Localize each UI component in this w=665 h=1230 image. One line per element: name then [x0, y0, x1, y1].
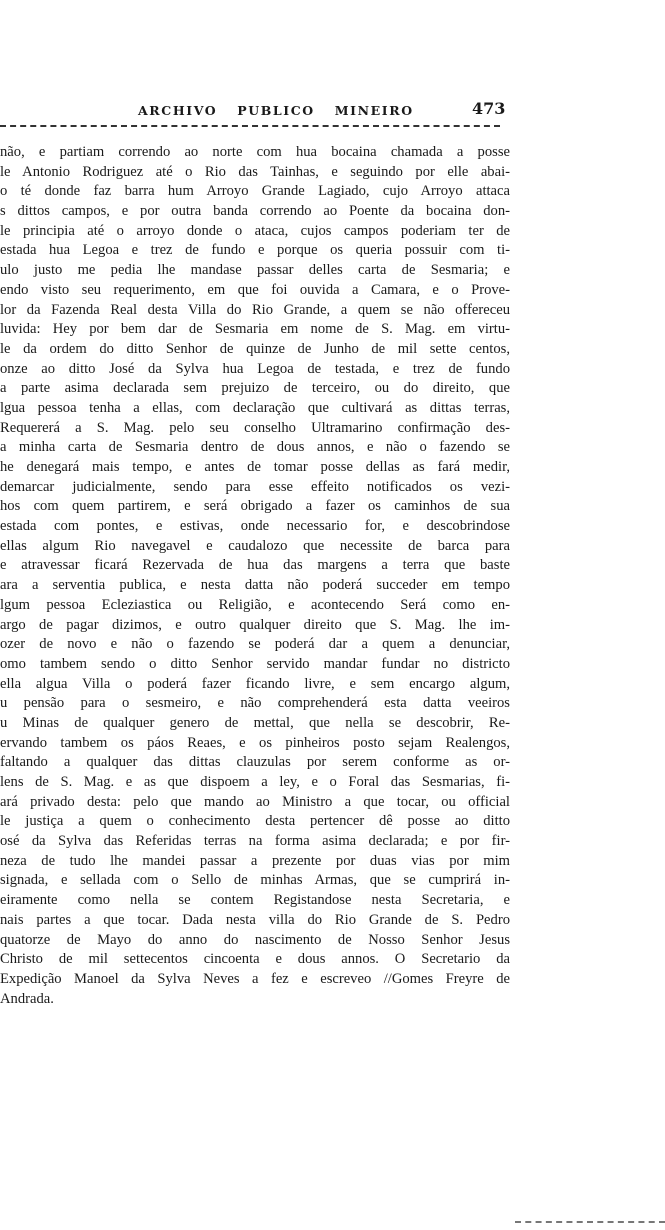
header-rule [0, 125, 500, 127]
text-line: s dittos campos, e por outra banda correndo ao Poente da bocaina don- [0, 203, 510, 220]
text-line: o té donde faz barra hum Arroyo Grande Lagiado, cujo Arroyo attaca [0, 183, 510, 200]
text-line: estada com pontes, e estivas, onde necessario for, e descobrindose [0, 518, 510, 535]
text-line: faltando a qualquer das dittas clauzulas por serem conforme as or- [0, 754, 510, 771]
running-title-word: MINEIRO [334, 103, 414, 118]
text-line: lgum pessoa Ecleziastica ou Religião, e acontecendo Será como en- [0, 596, 510, 613]
text-line: Requererá a S. Mag. pelo seu conselho Ultramarino confirmação des- [0, 419, 510, 436]
text-line: lens de S. Mag. e as que dispoem a ley, e o Foral das Sesmarias, fi- [0, 774, 510, 790]
text-line: endo visto seu requerimento, em que foi ouvida a Camara, e o Prove- [0, 281, 510, 298]
text-line: e atravessar ficará Rezervada de hua das margens a terra que baste [0, 557, 510, 574]
text-line: ozer de novo e não o fazendo se poderá dar a quem a denunciar, [0, 636, 510, 653]
text-line: ará privado desta: pelo que mando ao Ministro a que tocar, ou official [0, 793, 510, 810]
text-line: Christo de mil settecentos cincoenta e dous annos. O Secretario da [0, 951, 510, 968]
text-line: ella algua Villa o poderá fazer ficando livre, e sem encargo algum, [0, 675, 510, 692]
text-line: u Minas de qualquer genero de mettal, que nella se descobrir, Re- [0, 714, 510, 731]
text-line: luvida: Hey por bem dar de Sesmaria em nome de S. Mag. em virtu- [0, 321, 510, 338]
text-line: Andrada. [0, 990, 54, 1007]
text-line: ulo justo me pedia lhe mandase passar delles carta de Sesmaria; e [0, 262, 510, 279]
text-line: signada, e sellada com o Sello de minhas Armas, que se cumprirá in- [0, 872, 510, 889]
running-title-word: PUBLICO [237, 103, 315, 118]
text-line: ellas algum Rio navegavel e caudalozo que necessite de barca para [0, 537, 510, 554]
text-line: u pensão para o sesmeiro, e não comprehenderá esta datta veeiros [0, 695, 510, 712]
text-line: le principia até o arroyo donde o ataca, cujos campos poderiam ter de [0, 222, 510, 239]
text-line: quatorze de Mayo do anno do nascimento de Nosso Senhor Jesus [0, 931, 510, 948]
running-title [138, 103, 428, 118]
text-line: argo de pagar dizimos, e outro qualquer direito que S. Mag. lhe im- [0, 616, 510, 633]
text-line: a minha carta de Sesmaria dentro de dous annos, e não o fazendo se [0, 439, 510, 456]
text-line: he denegará mais tempo, e antes de tomar posse dellas as fará medir, [0, 459, 510, 475]
text-line: osé da Sylva das Referidas terras na forma asima declarada; e por fir- [0, 833, 510, 850]
text-line: estada hua Legoa e trez de fundo e porque os queria possuir com ti- [0, 242, 510, 259]
text-line: ara a serventia publica, e nesta datta não poderá succeder em tempo [0, 577, 510, 594]
text-line: demarcar judicialmente, sendo para esse effeito notificados os vezi- [0, 478, 510, 495]
text-line: onze ao ditto José da Sylva hua Legoa de testada, e trez de fundo [0, 360, 510, 377]
text-line: a parte asima declarada sem prejuizo de terceiro, ou do direito, que [0, 380, 510, 397]
text-line: nais partes a que tocar. Dada nesta villa do Rio Grande de S. Pedro [0, 911, 510, 928]
body-text [0, 143, 510, 1009]
running-title-word: ARCHIVO [138, 103, 218, 118]
text-line: Expedição Manoel da Sylva Neves a fez e escreveo //Gomes Freyre de [0, 970, 510, 987]
footer-rule [515, 1221, 665, 1223]
text-line: lgua pessoa tenha a ellas, com declaração que cultivará as dittas terras, [0, 399, 510, 416]
text-line: neza de tudo lhe mandei passar a prezente por duas vias por mim [0, 852, 510, 869]
text-line: omo tambem sendo o ditto Senhor servido mandar fundar no districto [0, 655, 510, 672]
text-line: hos com quem partirem, e será obrigado a fazer os caminhos de sua [0, 498, 510, 515]
text-line: le Antonio Rodriguez até o Rio das Tainhas, e seguindo por elle abai- [0, 163, 510, 180]
running-head [0, 99, 665, 125]
text-line: le justiça a quem o conhecimento desta pertencer dê posse ao ditto [0, 813, 510, 830]
text-line: não, e partiam correndo ao norte com hua bocaina chamada a posse [0, 144, 510, 160]
text-line: eiramente como nella se contem Registandose nesta Secretaria, e [0, 892, 510, 909]
page-number: 473 [472, 99, 506, 118]
text-line: ervando tambem os páos Reaes, e os pinheiros posto sejam Realengos, [0, 734, 510, 751]
text-line: lor da Fazenda Real desta Villa do Rio Grande, a quem se não offereceu [0, 301, 510, 318]
text-line: le da ordem do ditto Senhor de quinze de Junho de mil sette centos, [0, 340, 510, 357]
